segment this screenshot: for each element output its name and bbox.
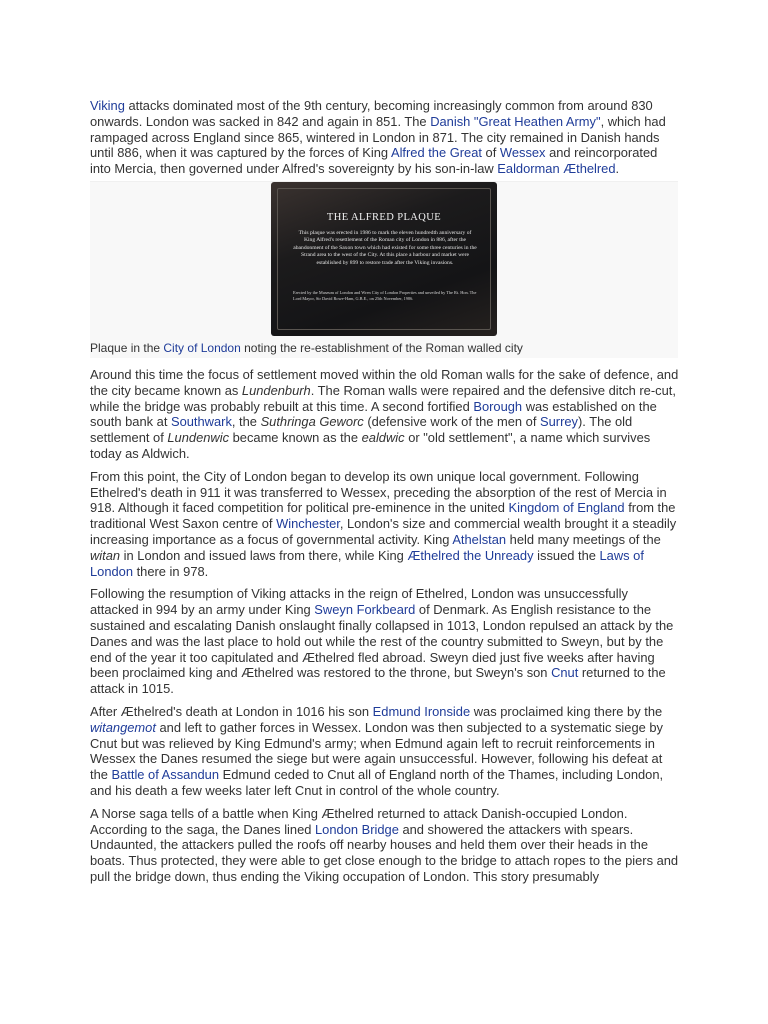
link-cnut[interactable]: Cnut [551,665,579,681]
paragraph-lundenburh [90,367,680,462]
text: , the [231,414,261,430]
text-italic: Suthringa Geworc [260,414,364,430]
figure-caption [90,341,678,355]
link-ealdorman-aethelred[interactable]: Ealdorman Æthelred [497,161,616,177]
text-italic: Lundenwic [167,430,230,446]
text: (defensive work of the men of [363,414,541,430]
text: of Denmark. As English resistance to the sustained and escalating Danish onslaught finally collapsed in 1013, London repulsed an attack by the Danes and was the last place to hold out while the rest of the country submitted to Sweyn, but by the end of the year it too capitulated and Æthelred fled abroad. Sweyn died just five weeks after having been proclaimed king and Æthelred was restored to the throne, but Sweyn's son [90,602,674,681]
text: . [615,161,620,177]
text: ). The old settlement of [90,414,633,446]
text: , which had rampaged across England since 865, wintered in London in 871. The city remained in Danish hands until 886, when it was captured by the forces of King [90,113,666,161]
text: in London and issued laws from there, while King [120,547,408,563]
link-witangemot[interactable]: witangemot [90,719,156,735]
link-battle-of-assandun[interactable]: Battle of Assandun [111,767,220,783]
link-surrey[interactable]: Surrey [540,414,578,430]
paragraph-viking-resumption [90,586,680,697]
link-aethelred-the-unready[interactable]: Æthelred the Unready [407,547,534,563]
text: Following the resumption of Viking attacks in the reign of Ethelred, London was unsuccessfully attacked in 994 by an army under King [90,586,628,618]
link-edmund-ironside[interactable]: Edmund Ironside [372,703,471,719]
text: and left to gather forces in Wessex. London was then subjected to a systematic siege by Cnut but was relieved by King Edmund's army; when Edmund again left to recruit reinforcements in Wessex the Danes resumed the siege but were again unsuccessful. However, following his defeat at the [90,719,663,783]
text: After Æthelred's death at London in 1016 his son [90,703,373,719]
text: , London's size and commercial wealth brought it a steadily increasing importance as a focus of governmental activity. King [90,516,677,547]
link-kingdom-of-england[interactable]: Kingdom of England [508,500,625,516]
figure-alfred-plaque [90,181,678,358]
link-city-of-london[interactable]: City of London [163,340,241,355]
text: held many meetings of the [506,531,661,547]
paragraph-edmund-ironside [90,704,680,799]
link-southwark[interactable]: Southwark [170,414,232,430]
text: Plaque in the [90,340,164,355]
alfred-plaque-image[interactable] [271,182,497,336]
text: Around this time the focus of settlement moved within the old Roman walls for the sake of defence, and the city became known as [90,366,679,398]
link-wessex[interactable]: Wessex [499,145,546,161]
text: was established on the south bank at [90,398,657,430]
link-sweyn-forkbeard[interactable]: Sweyn Forkbeard [314,602,416,618]
text: and showered the attackers with spears. Undaunted, the attackers pulled the roofs off nearby houses and held them over their heads in the boats. Thus protected, they were able to get close enough to the bridge to attach ropes to the piers and pull the bridge down, thus ending the Viking occupation of London. This story presumably [90,821,679,884]
paragraph-local-government [90,469,680,580]
plaque-text: This plaque was erected in 1986 to mark the eleven hundredth anniversary of King Alfred's resettlement of the Roman city of London in 886, after the abandonment of the Saxon town which had existed for some three centuries in the Strand area to the west of the City. At this place a harbour and market were established by 899 to restore trade after the Viking invasions. [293,229,477,266]
link-viking[interactable]: Viking [90,98,125,113]
text: there in 978. [133,563,209,579]
link-winchester[interactable]: Winchester [276,516,340,532]
link-london-bridge[interactable]: London Bridge [315,821,399,837]
text: Edmund ceded to Cnut all of England north of the Thames, including London, and his death a few weeks later left Cnut in control of the whole country. [90,767,664,798]
text-italic: witan [90,547,121,563]
text-italic: ealdwic [361,430,405,446]
article-body [90,98,680,885]
figure-image-wrap [90,182,678,336]
text-italic: Lundenburh [241,382,311,398]
text: or "old settlement", a name which survives today as Aldwich. [90,430,651,461]
text: of [481,145,500,161]
link-great-heathen-army[interactable]: Danish "Great Heathen Army" [430,113,601,129]
text: . The Roman walls were repaired and the defensive ditch re-cut, while the bridge was probably rebuilt at this time. A second fortified [90,382,676,414]
text: was proclaimed king there by the [470,703,663,719]
link-athelstan[interactable]: Athelstan [452,531,507,547]
text: A Norse saga tells of a battle when King Æthelred returned to attack Danish-occupied London. According to the saga, the Danes lined [90,805,628,837]
text: became known as the [229,430,362,446]
text: attacks dominated most of the 9th century, becoming increasingly common from around 830 onwards. London was sacked in 842 and again in 851. The [90,98,653,129]
link-laws-of-london[interactable]: Laws of London [90,547,644,579]
plaque-title: THE ALFRED PLAQUE [326,211,442,223]
text: and reincorporated into Mercia, then governed under Alfred's sovereignty by his son-in-law [90,145,658,177]
link-borough[interactable]: Borough [473,398,523,414]
paragraph-viking-attacks [90,98,680,177]
text: From this point, the City of London began to develop its own unique local government. Following Ethelred's death in 911 it was transferred to Wessex, preceding the absorption of the rest of Mercia in 918. Although it faced competition for political pre-eminence in the united [90,468,667,516]
text: noting the re-establishment of the Roman walled city [240,340,523,355]
plaque-credit: Erected by the Museum of London and Wren City of London Properties and unveiled by The Rt. Hon. The Lord Mayor, Sir David Rowe-Ham, G.B.E., on 25th November, 1986. [293,289,477,301]
link-alfred-the-great[interactable]: Alfred the Great [390,145,482,161]
text: from the traditional West Saxon centre of [90,500,676,532]
text: returned to the attack in 1015. [90,665,666,697]
text: issued the [533,547,600,563]
paragraph-norse-saga [90,806,680,885]
